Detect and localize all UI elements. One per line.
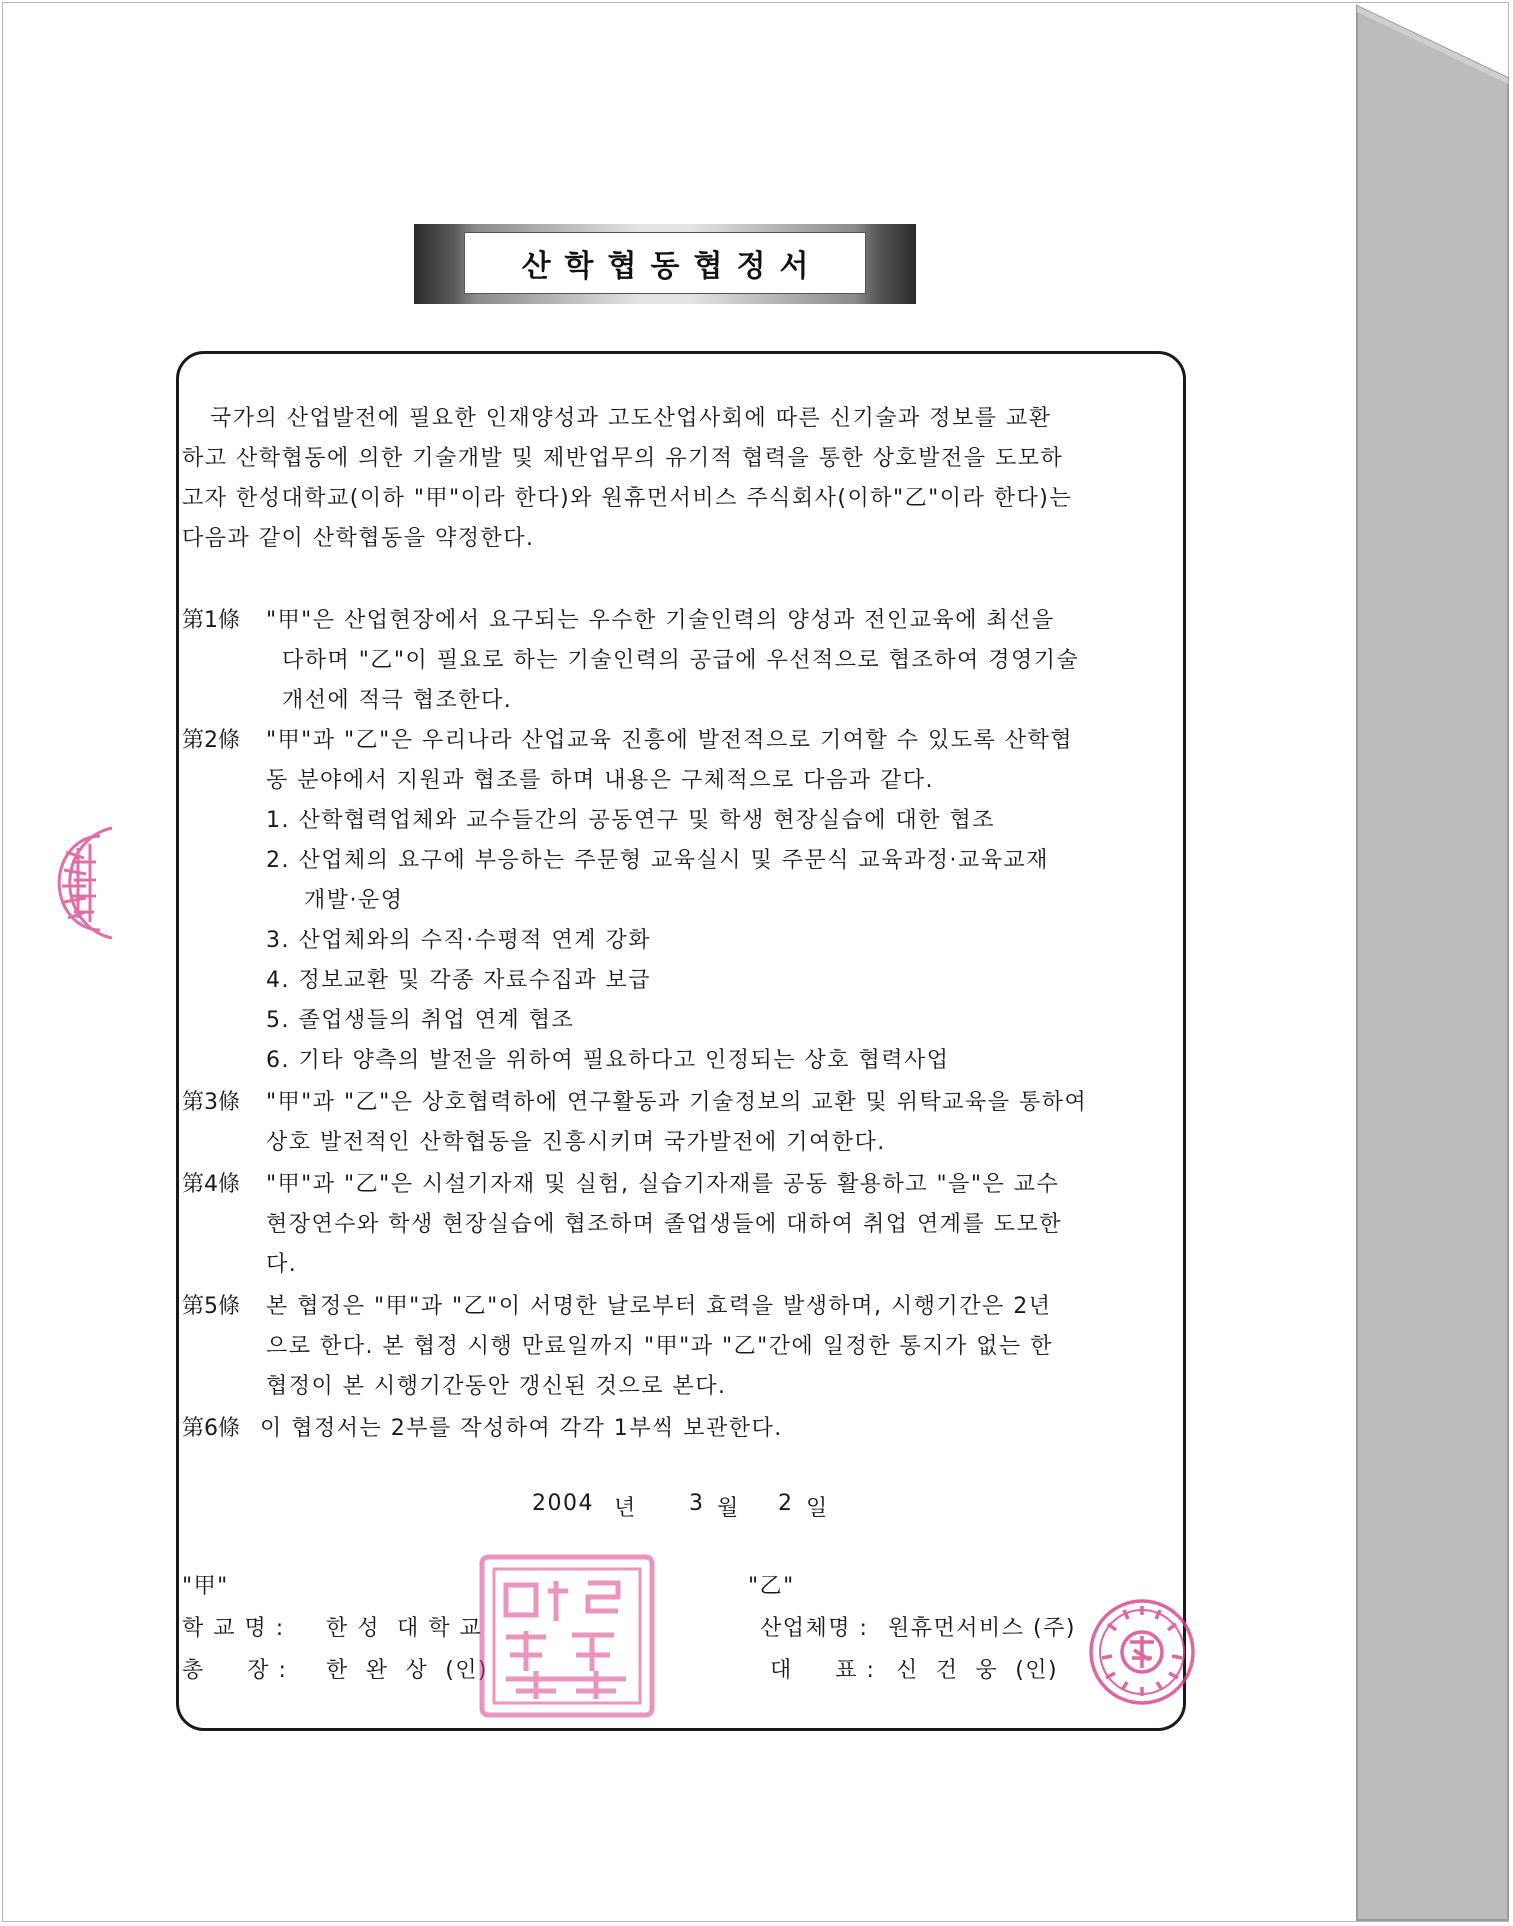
preamble-line: 국가의 산업발전에 필요한 인재양성과 고도산업사회에 따른 신기술과 정보를 교환	[210, 406, 1052, 431]
document-title: 산학협동협정서	[521, 249, 823, 284]
date-month: 3	[689, 1491, 705, 1516]
article-2-label: 第2條	[182, 728, 240, 753]
article-4-line: 현장연수와 학생 현장실습에 협조하며 졸업생들에 대하여 취업 연계를 도모한	[266, 1212, 1063, 1237]
article-4-label: 第4條	[182, 1172, 240, 1197]
article-6-line: 이 협정서는 2부를 작성하여 각각 1부씩 보관한다.	[260, 1416, 783, 1441]
article-2-line: "甲"과 "乙"은 우리나라 산업교육 진흥에 발전적으로 기여할 수 있도록 산학협	[266, 728, 1073, 753]
seal-stamp-company	[1086, 1596, 1198, 1708]
article-3-line: 상호 발전적인 산학협동을 진흥시키며 국가발전에 기여한다.	[266, 1130, 886, 1155]
article-5-label: 第5條	[182, 1294, 240, 1319]
article-1-line: 개선에 적극 협조한다.	[282, 688, 513, 713]
party-a-name-field: 학 교 명 :	[182, 1616, 285, 1641]
article-2-item: 6. 기타 양측의 발전을 위하여 필요하다고 인정되는 상호 협력사업	[266, 1048, 950, 1073]
date-year: 2004	[532, 1491, 594, 1516]
article-2-item: 2. 산업체의 요구에 부응하는 주문형 교육실시 및 주문식 교육과정·교육교재	[266, 848, 1049, 873]
article-2-line: 동 분야에서 지원과 협조를 하며 내용은 구체적으로 다음과 같다.	[266, 768, 934, 793]
article-3-line: "甲"과 "乙"은 상호협력하에 연구활동과 기술정보의 교환 및 위탁교육을 통하여	[266, 1090, 1088, 1115]
article-1-label: 第1條	[182, 608, 240, 633]
article-3-label: 第3條	[182, 1090, 240, 1115]
article-1-line: 다하며 "乙"이 필요로 하는 기술인력의 공급에 우선적으로 협조하여 경영기술	[282, 648, 1080, 673]
preamble-line: 다음과 같이 산학협동을 약정한다.	[182, 526, 535, 551]
party-a-rep-value: 한 완 상 (인)	[326, 1658, 489, 1683]
title-box	[464, 232, 866, 294]
party-a-rep-field: 총 장 :	[182, 1658, 288, 1683]
article-4-line: 다.	[266, 1252, 298, 1277]
article-1-line: "甲"은 산업현장에서 요구되는 우수한 기술인력의 양성과 전인교육에 최선을	[266, 608, 1055, 633]
date-year-unit: 년	[614, 1496, 637, 1521]
party-a-label: "甲"	[182, 1574, 229, 1599]
title-banner	[414, 224, 916, 304]
date-day: 2	[778, 1491, 794, 1516]
agreement-body-box	[176, 351, 1186, 1731]
article-2-item: 3. 산업체와의 수직·수평적 연계 강화	[266, 928, 651, 953]
party-b-name-value: 원휴먼서비스 (주)	[888, 1616, 1076, 1641]
article-2-item: 5. 졸업생들의 취업 연계 협조	[266, 1008, 575, 1033]
article-5-line: 협정이 본 시행기간동안 갱신된 것으로 본다.	[266, 1374, 727, 1399]
preamble-line: 하고 산학협동에 의한 기술개발 및 제반업무의 유기적 협력을 통한 상호발전을 도모하	[182, 446, 1064, 471]
article-4-line: "甲"과 "乙"은 시설기자재 및 실험, 실습기자재를 공동 활용하고 "을"은 교수	[266, 1172, 1060, 1197]
article-2-item-continued: 개발·운영	[304, 888, 404, 913]
party-b-rep-value: 신 건 웅 (인)	[896, 1658, 1059, 1683]
article-2-item: 1. 산학협력업체와 교수들간의 공동연구 및 학생 현장실습에 대한 협조	[266, 808, 995, 833]
article-2-item: 4. 정보교환 및 각종 자료수집과 보급	[266, 968, 651, 993]
party-a-name-value: 한 성 대 학 교	[326, 1616, 483, 1641]
party-b-label: "乙"	[748, 1574, 795, 1599]
article-6-label: 第6條	[182, 1416, 240, 1441]
article-5-line: 으로 한다. 본 협정 시행 만료일까지 "甲"과 "乙"간에 일정한 통지가 없는 한	[266, 1334, 1053, 1359]
party-b-name-field: 산업체명 :	[760, 1616, 869, 1641]
article-5-line: 본 협정은 "甲"과 "乙"이 서명한 날로부터 효력을 발생하며, 시행기간은 2년	[266, 1294, 1052, 1319]
party-b-rep-field: 대 표 :	[770, 1658, 876, 1683]
preamble-line: 고자 한성대학교(이하 "甲"이라 한다)와 원휴먼서비스 주식회사(이하"乙"이라 한다)는	[182, 486, 1073, 511]
date-month-unit: 월	[717, 1496, 740, 1521]
seal-stamp-left	[52, 822, 122, 944]
date-day-unit: 일	[806, 1496, 829, 1521]
seal-stamp-school	[476, 1551, 658, 1721]
